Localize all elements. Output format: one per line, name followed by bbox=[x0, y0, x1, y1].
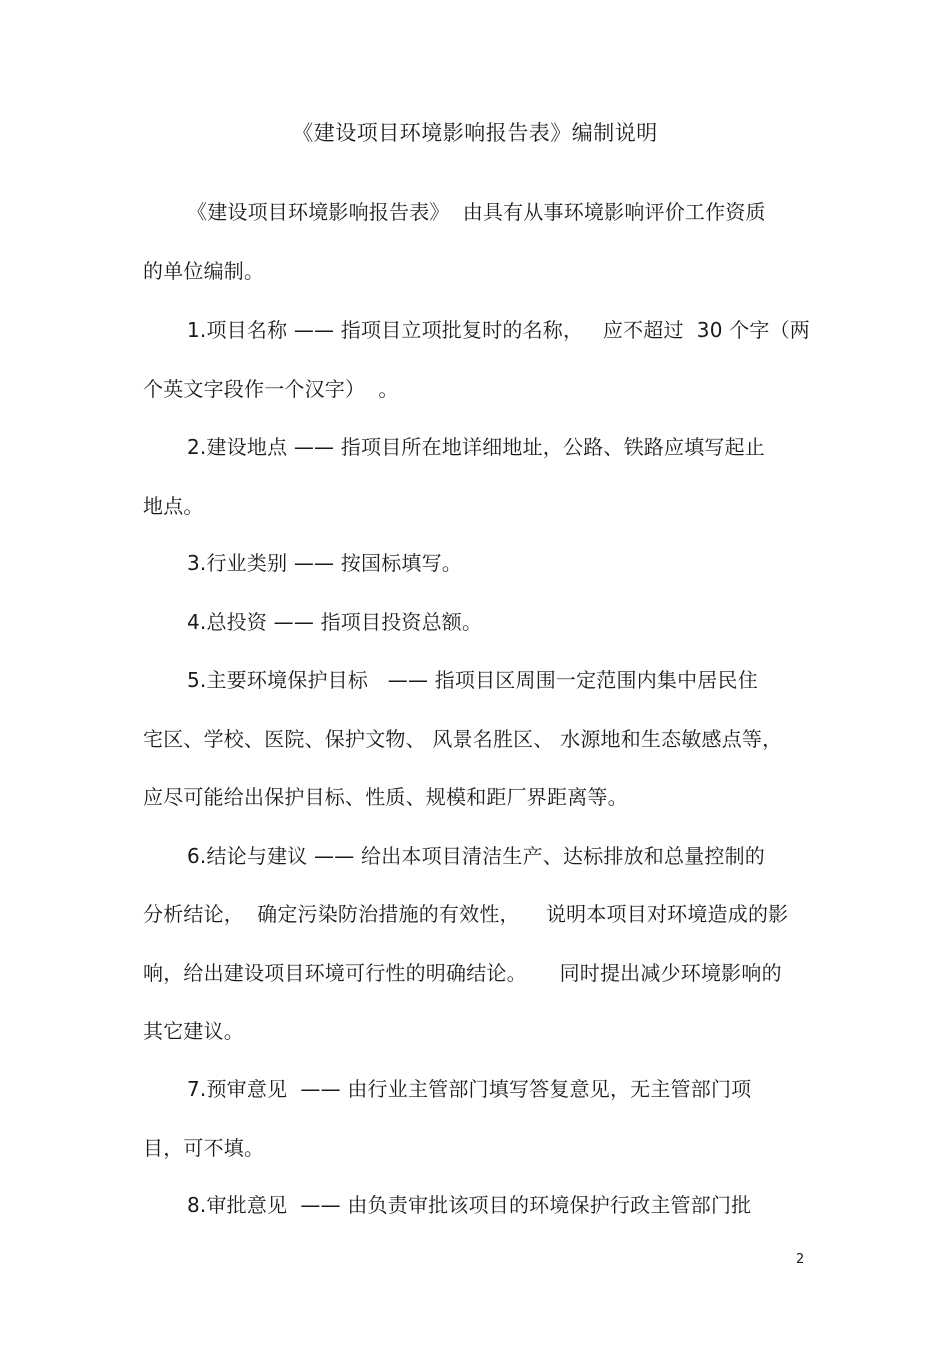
text-line: 6.结论与建议 —— 给出本项目清洁生产、达标排放和总量控制的 bbox=[187, 844, 765, 868]
text-line: 2.建设地点 —— 指项目所在地详细地址，公路、铁路应填写起止 bbox=[187, 435, 765, 459]
text-line: 响，给出建设项目环境可行性的明确结论。 同时提出减少环境影响的 bbox=[143, 961, 782, 985]
text-line: 宅区、学校、医院、保护文物、 风景名胜区、 水源地和生态敏感点等， bbox=[143, 727, 783, 751]
page-number: 2 bbox=[796, 1252, 805, 1267]
text-line: 应尽可能给出保护目标、性质、规模和距厂界距离等。 bbox=[143, 785, 628, 809]
text-line: 8.审批意见 —— 由负责审批该项目的环境保护行政主管部门批 bbox=[187, 1193, 752, 1217]
text-line: 地点。 bbox=[143, 494, 204, 518]
text-line: 其它建议。 bbox=[143, 1019, 244, 1043]
text-line: 5.主要环境保护目标 —— 指项目区周围一定范围内集中居民住 bbox=[187, 668, 758, 692]
text-line: 个英文字段作一个汉字） 。 bbox=[143, 377, 399, 401]
text-line: 3.行业类别 —— 按国标填写。 bbox=[187, 551, 462, 575]
text-line: 4.总投资 —— 指项目投资总额。 bbox=[187, 610, 483, 634]
text-line: 7.预审意见 —— 由行业主管部门填写答复意见，无主管部门项 bbox=[187, 1077, 752, 1101]
text-line: 分析结论， 确定污染防治措施的有效性， 说明本项目对环境造成的影 bbox=[143, 902, 789, 926]
text-line: 《建设项目环境影响报告表》 由具有从事环境影响评价工作资质 bbox=[187, 200, 766, 224]
page-title: 《建设项目环境影响报告表》编制说明 bbox=[292, 121, 658, 145]
text-line: 目，可不填。 bbox=[143, 1136, 265, 1160]
text-line: 1.项目名称 —— 指项目立项批复时的名称， 应不超过 30 个字（两 bbox=[187, 318, 810, 342]
text-line: 的单位编制。 bbox=[143, 259, 265, 283]
